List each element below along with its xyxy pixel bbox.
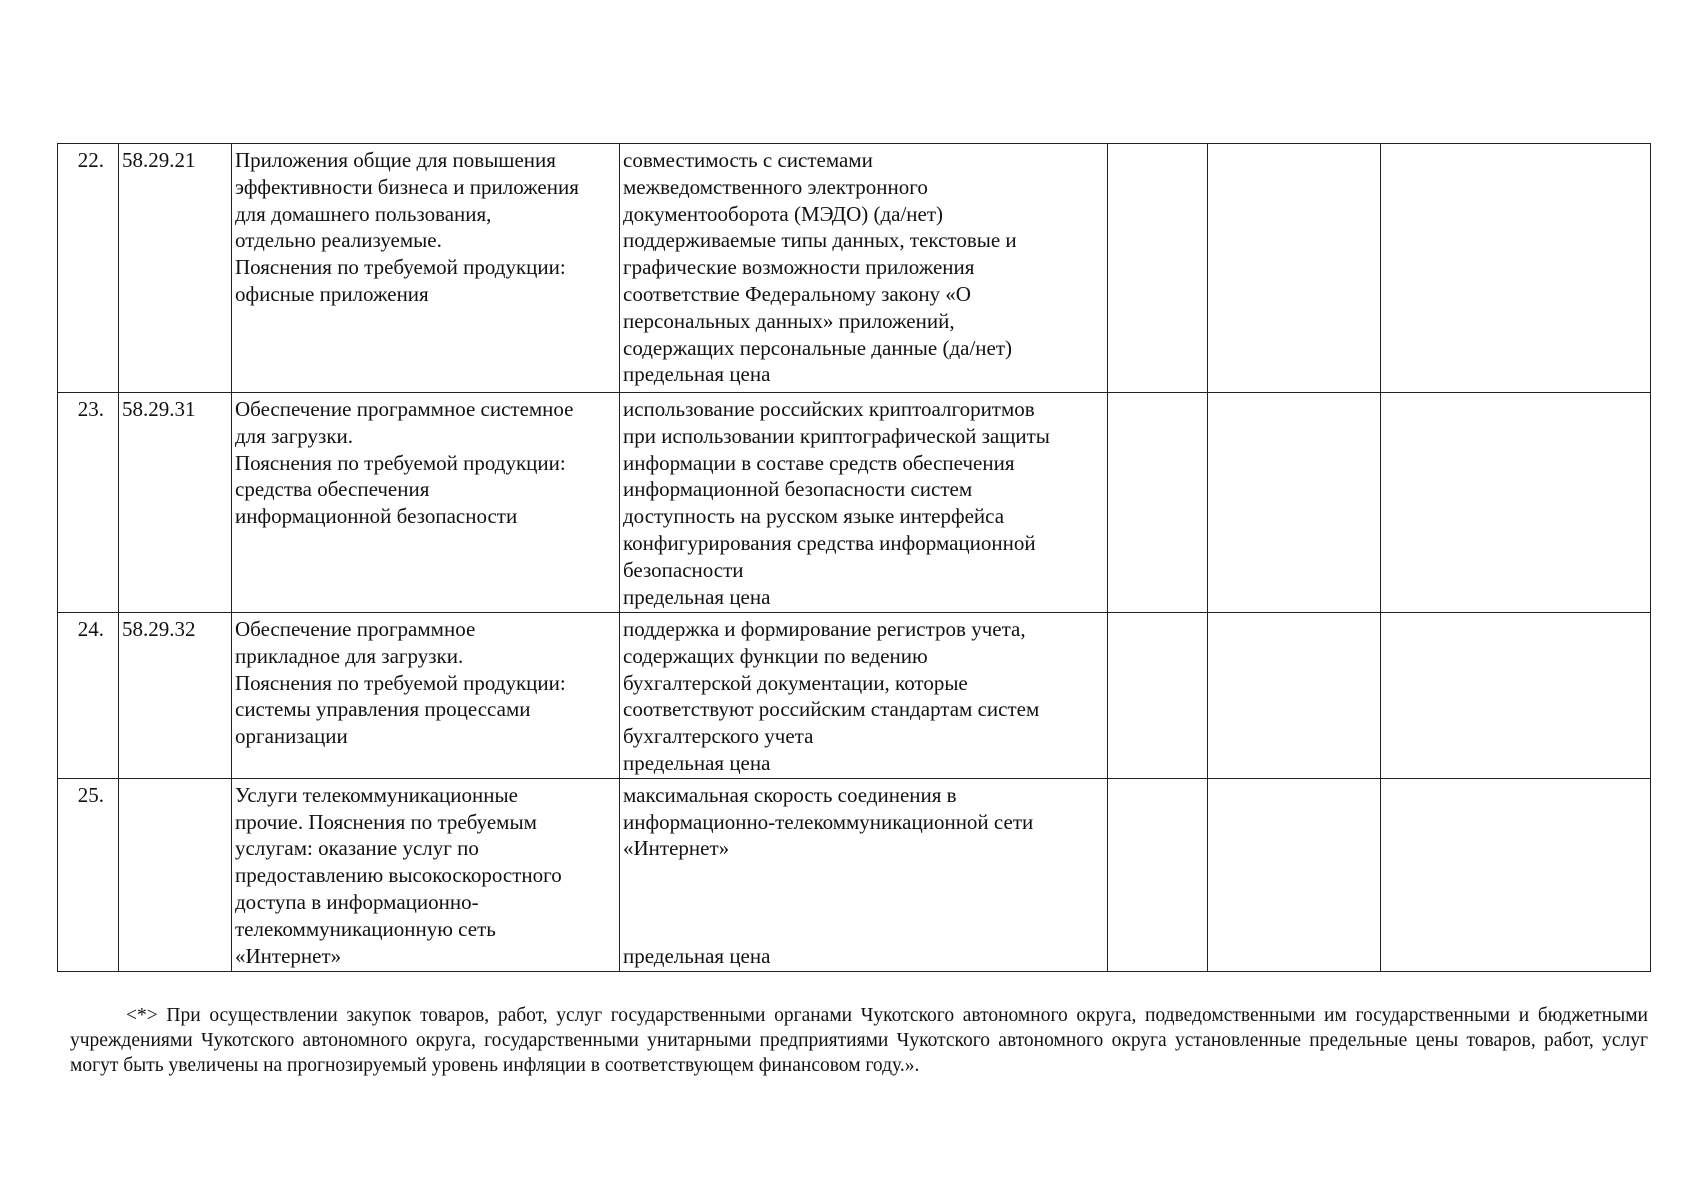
- requirements-table: [57, 143, 1651, 972]
- product-name-line: доступа в информационно-: [235, 889, 479, 914]
- product-name-line: Пояснения по требуемой продукции:: [235, 670, 566, 695]
- product-name-cell: [232, 613, 620, 779]
- characteristics-cell: [620, 613, 1108, 779]
- empty-cell: [1208, 144, 1381, 393]
- product-name-line: Услуги телекоммуникационные: [235, 782, 518, 807]
- empty-cell: [1381, 393, 1651, 613]
- characteristics-cell: [620, 778, 1108, 971]
- characteristic-line: безопасности: [623, 557, 744, 582]
- characteristics-cell: [620, 393, 1108, 613]
- row-number: 22.: [58, 144, 119, 393]
- empty-cell: [1381, 144, 1651, 393]
- characteristic-line: бухгалтерской документации, которые: [623, 670, 968, 695]
- characteristic-line: доступность на русском языке интерфейса: [623, 504, 1005, 529]
- characteristic-line: содержащих функции по ведению: [623, 643, 928, 668]
- empty-cell: [1108, 613, 1208, 779]
- table-row: [58, 778, 1651, 971]
- product-name-line: средства обеспечения: [235, 477, 430, 502]
- characteristic-line: совместимость с системами: [623, 148, 873, 172]
- empty-cell: [1208, 393, 1381, 613]
- empty-cell: [1108, 393, 1208, 613]
- characteristic-line: предельная цена: [623, 362, 771, 387]
- empty-cell: [1381, 778, 1651, 971]
- characteristic-line: предельная цена: [623, 750, 771, 775]
- characteristic-line: использование российских криптоалгоритмов: [623, 397, 1035, 421]
- product-name-line: для загрузки.: [235, 423, 354, 448]
- table-row: [58, 613, 1651, 779]
- blank-line: [623, 889, 1104, 916]
- characteristic-line: межведомственного электронного: [623, 174, 928, 199]
- okpd2-code: [119, 778, 232, 971]
- characteristic-line: «Интернет»: [623, 836, 730, 861]
- okpd2-code: 58.29.21: [119, 144, 232, 393]
- table-row: [58, 393, 1651, 613]
- product-name-line: прочие. Пояснения по требуемым: [235, 809, 537, 834]
- empty-cell: [1381, 613, 1651, 779]
- characteristic-line: при использовании криптографической защиты: [623, 423, 1050, 448]
- empty-cell: [1108, 778, 1208, 971]
- product-name-cell: [232, 144, 620, 393]
- product-name-line: эффективности бизнеса и приложения: [235, 174, 579, 199]
- product-name-line: услугам: оказание услуг по: [235, 836, 479, 861]
- characteristic-line: предельная цена: [623, 584, 771, 609]
- row-number: 24.: [58, 613, 119, 779]
- characteristics-cell: [620, 144, 1108, 393]
- characteristic-line: бухгалтерского учета: [623, 724, 814, 749]
- product-name-cell: [232, 393, 620, 613]
- okpd2-code: 58.29.32: [119, 613, 232, 779]
- row-number: 25.: [58, 778, 119, 971]
- product-name-line: системы управления процессами: [235, 697, 531, 722]
- product-name-line: предоставлению высокоскоростного: [235, 863, 562, 888]
- characteristic-line: соответствуют российским стандартам систем: [623, 697, 1040, 722]
- product-name-line: для домашнего пользования,: [235, 201, 492, 226]
- product-name-line: телекоммуникационную сеть: [235, 916, 496, 941]
- product-name-line: Обеспечение программное системное: [235, 397, 574, 421]
- product-name-line: организации: [235, 724, 348, 749]
- characteristic-line: информации в составе средств обеспечения: [623, 450, 1015, 475]
- characteristic-line: содержащих персональные данные (да/нет): [623, 335, 1013, 360]
- footnote: [70, 1003, 1648, 1078]
- characteristic-line: поддерживаемые типы данных, текстовые и: [623, 228, 1017, 253]
- characteristic-line: максимальная скорость соединения в: [623, 782, 957, 807]
- characteristic-line: информационной безопасности систем: [623, 477, 973, 502]
- row-number: 23.: [58, 393, 119, 613]
- footnote-text: <*> При осуществлении закупок товаров, работ, услуг государственными органами Чукотского автономного округа, подведомственными им государственными и бюджетными учреждениями Чукотского автономного округа, государственными унитарными предприятиями Чукотского автономного округа установленные предельные цены товаров, работ, услуг могут быть увеличены на прогнозируемый уровень инфляции в соответствующем финансовом году.».: [70, 1005, 1648, 1076]
- blank-line: [623, 862, 1104, 889]
- characteristic-line: соответствие Федеральному закону «О: [623, 281, 971, 306]
- blank-line: [623, 916, 1104, 943]
- product-name-line: отдельно реализуемые.: [235, 228, 442, 253]
- table-row: [58, 144, 1651, 393]
- characteristic-line: персональных данных» приложений,: [623, 308, 955, 333]
- product-name-line: Пояснения по требуемой продукции:: [235, 450, 566, 475]
- product-name-line: Приложения общие для повышения: [235, 148, 556, 172]
- characteristic-line: информационно-телекоммуникационной сети: [623, 809, 1034, 834]
- product-name-line: Пояснения по требуемой продукции:: [235, 255, 566, 280]
- characteristic-line: предельная цена: [623, 943, 771, 968]
- characteristic-line: поддержка и формирование регистров учета,: [623, 617, 1026, 641]
- product-name-line: офисные приложения: [235, 281, 429, 306]
- product-name-line: прикладное для загрузки.: [235, 643, 464, 668]
- product-name-line: «Интернет»: [235, 943, 342, 968]
- empty-cell: [1208, 613, 1381, 779]
- characteristic-line: конфигурирования средства информационной: [623, 530, 1036, 555]
- product-name-cell: [232, 778, 620, 971]
- okpd2-code: 58.29.31: [119, 393, 232, 613]
- empty-cell: [1108, 144, 1208, 393]
- empty-cell: [1208, 778, 1381, 971]
- product-name-line: информационной безопасности: [235, 504, 518, 529]
- characteristic-line: графические возможности приложения: [623, 255, 975, 280]
- characteristic-line: документооборота (МЭДО) (да/нет): [623, 201, 944, 226]
- product-name-line: Обеспечение программное: [235, 617, 476, 641]
